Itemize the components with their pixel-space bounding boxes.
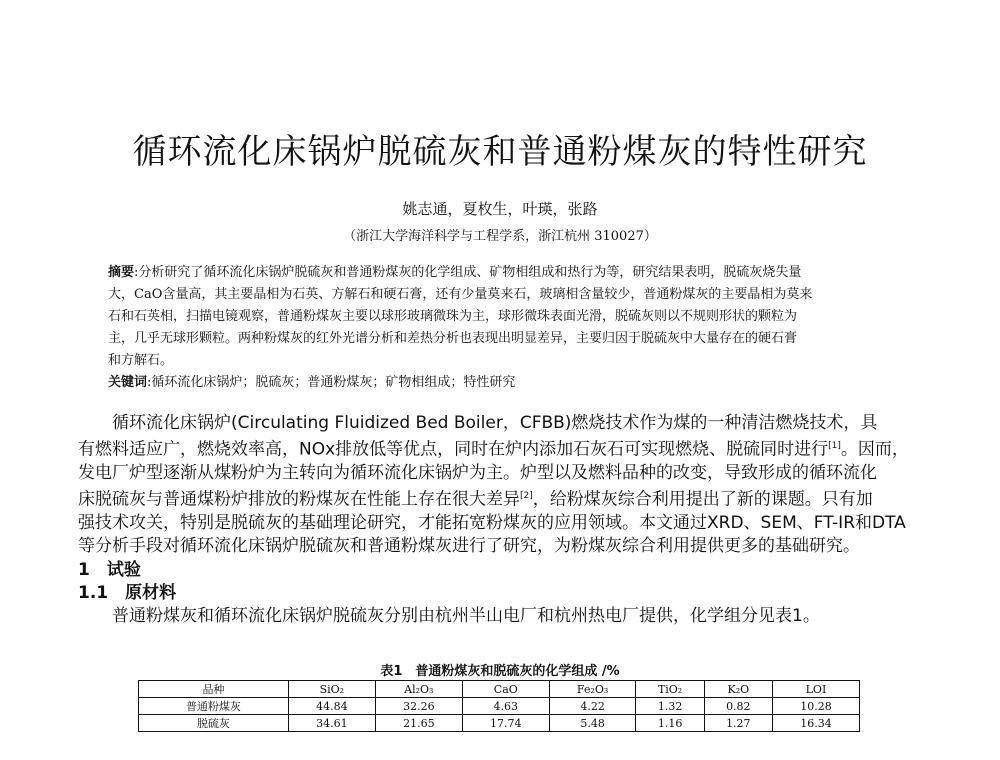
paper-title: 循环流化床锅炉脱硫灰和普通粉煤灰的特性研究 [132, 132, 868, 172]
citation: [2] [520, 491, 533, 502]
body-text [78, 412, 918, 628]
keywords: 关键词:循环流化床锅炉；脱硫灰；普通粉煤灰；矿物相组成；特性研究 [108, 375, 516, 390]
cell: 34.61 [288, 715, 375, 732]
cell: 1.27 [704, 715, 772, 732]
cell: 4.22 [549, 698, 636, 715]
cell: 32.26 [375, 698, 462, 715]
affiliation: （浙江大学海洋科学与工程学系，浙江杭州 310027） [343, 229, 657, 244]
body-line: 等分析手段对循环流化床锅炉脱硫灰和普通粉煤灰进行了研究，为粉煤灰综合利用提供更多的基础研究。 [78, 536, 860, 557]
header-cell: K₂O [704, 681, 772, 698]
abstract-line: 摘要:分析研究了循环流化床锅炉脱硫灰和普通粉煤灰的化学组成、矿物相组成和热行为等，研究结果表明，脱硫灰烧失量 [108, 265, 802, 280]
cell: 0.82 [704, 698, 772, 715]
table-caption: 表1 普通粉煤灰和脱硫灰的化学组成 /% [380, 664, 620, 679]
body-line: 普通粉煤灰和循环流化床锅炉脱硫灰分别由杭州半山电厂和杭州热电厂提供，化学组分见表1。 [78, 605, 820, 626]
abstract-line: 大，CaO含量高，其主要晶相为石英、方解石和硬石膏，还有少量莫来石，玻璃相含量较少，普通粉煤灰的主要晶相为莫来 [108, 287, 813, 302]
header-cell: Al₂O₃ [375, 681, 462, 698]
body-line: 有燃料适应广，燃烧效率高，NOx排放低等优点，同时在炉内添加石灰石可实现燃烧、脱硫同时进行[1]。因而， [78, 439, 909, 460]
composition-table [138, 680, 860, 732]
abstract [108, 262, 918, 394]
cell: 1.32 [636, 698, 704, 715]
abstract-line: 和方解石。 [108, 353, 174, 368]
section-heading: 1 试验 [78, 559, 141, 580]
body-line: 强技术攻关，特别是脱硫灰的基础理论研究，才能拓宽粉煤灰的应用领域。本文通过XRD、SEM、FT-IR和DTA [78, 513, 906, 534]
keywords-label: 关键词 [108, 375, 148, 390]
cell: 脱硫灰 [139, 715, 289, 732]
abstract-line: 石和石英相，扫描电镜观察，普通粉煤灰主要以球形玻璃微珠为主，球形微珠表面光滑，脱硫灰则以不规则形状的颗粒为 [108, 309, 798, 324]
body-line: 发电厂炉型逐渐从煤粉炉为主转向为循环流化床锅炉为主。炉型以及燃料品种的改变，导致形成的循环流化 [78, 463, 877, 484]
table-header-row [139, 681, 860, 698]
header-cell: LOI [772, 681, 859, 698]
citation: [1] [828, 441, 841, 452]
cell: 普通粉煤灰 [139, 698, 289, 715]
cell: 1.16 [636, 715, 704, 732]
header-cell: SiO₂ [288, 681, 375, 698]
abstract-label: 摘要 [108, 265, 135, 280]
header-cell: 品种 [139, 681, 289, 698]
cell: 21.65 [375, 715, 462, 732]
cell: 44.84 [288, 698, 375, 715]
body-line: 循环流化床锅炉(Circulating Fluidized Bed Boiler，CFBB)燃烧技术作为煤的一种清洁燃烧技术，具 [78, 413, 878, 433]
table-row [139, 698, 860, 715]
cell: 4.63 [462, 698, 549, 715]
cell: 5.48 [549, 715, 636, 732]
body-line: 床脱硫灰与普通煤粉炉排放的粉煤灰在性能上存在很大差异[2]，给粉煤灰综合利用提出了新的课题。只有加 [78, 489, 873, 510]
header-cell: TiO₂ [636, 681, 704, 698]
header-cell: CaO [462, 681, 549, 698]
authors: 姚志通，夏枚生，叶瑛，张路 [402, 200, 598, 218]
cell: 16.34 [772, 715, 859, 732]
cell: 17.74 [462, 715, 549, 732]
abstract-line: 主，几乎无球形颗粒。两种粉煤灰的红外光谱分析和差热分析也表现出明显差异，主要归因于脱硫灰中大量存在的硬石膏 [108, 331, 798, 346]
table-row [139, 715, 860, 732]
subsection-heading: 1.1 原材料 [78, 582, 177, 603]
header-cell: Fe₂O₃ [549, 681, 636, 698]
cell: 10.28 [772, 698, 859, 715]
